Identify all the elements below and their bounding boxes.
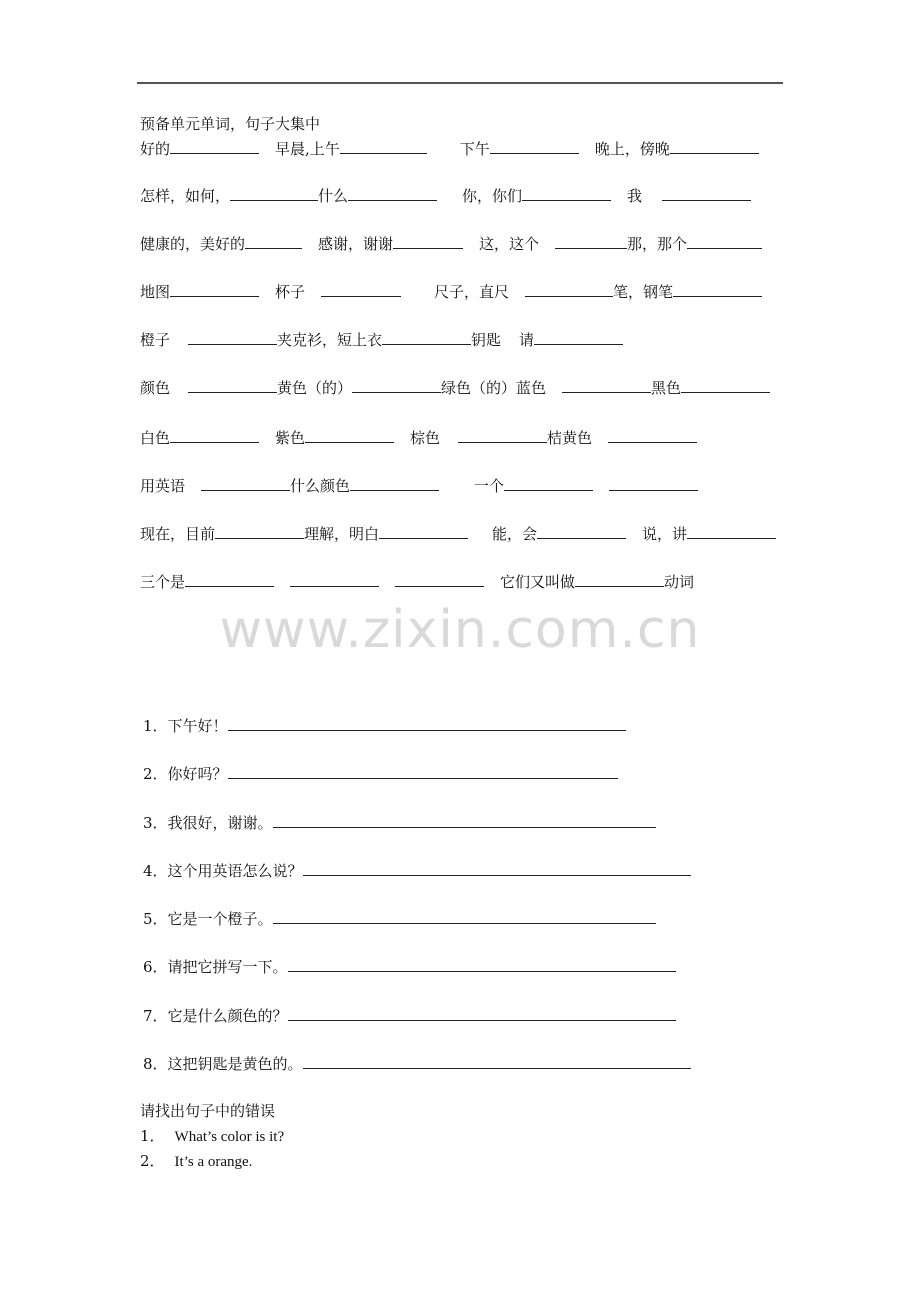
- answer-blank[interactable]: [562, 378, 651, 393]
- vocab-row-6: [140, 378, 770, 398]
- vocab-word: 棕色: [410, 429, 441, 447]
- sentence-text: 1．下午好！: [143, 717, 228, 735]
- error-num: 2．: [140, 1152, 165, 1170]
- vocab-word: 好的: [140, 140, 171, 158]
- error-num: 1．: [140, 1127, 165, 1145]
- answer-blank[interactable]: [303, 1054, 691, 1069]
- answer-blank[interactable]: [305, 428, 394, 443]
- answer-blank[interactable]: [504, 476, 593, 491]
- answer-blank[interactable]: [273, 909, 656, 924]
- sentence-text: 2．你好吗？: [143, 765, 228, 783]
- vocab-row-9: [140, 524, 776, 544]
- vocab-word: 紫色: [275, 429, 306, 447]
- answer-blank[interactable]: [288, 957, 676, 972]
- answer-blank[interactable]: [288, 1006, 676, 1021]
- answer-blank[interactable]: [188, 378, 277, 393]
- answer-blank[interactable]: [395, 572, 484, 587]
- sentence-6: [143, 957, 676, 977]
- vocab-row-7: [140, 428, 697, 448]
- sentence-8: [143, 1054, 691, 1074]
- answer-blank[interactable]: [609, 476, 698, 491]
- answer-blank[interactable]: [170, 282, 259, 297]
- answer-blank[interactable]: [608, 428, 697, 443]
- vocab-word: 下午: [459, 140, 490, 158]
- vocab-word: 理解，明白: [304, 525, 380, 543]
- vocab-word: 现在，目前: [140, 525, 216, 543]
- error-text: It’s a orange.: [174, 1154, 253, 1170]
- sentence-text: 6．请把它拼写一下。: [143, 958, 288, 976]
- answer-blank[interactable]: [228, 716, 626, 731]
- answer-blank[interactable]: [673, 282, 762, 297]
- answer-blank[interactable]: [458, 428, 547, 443]
- errors-title: 请找出句子中的错误: [140, 1102, 276, 1120]
- sentence-7: [143, 1006, 676, 1026]
- answer-blank[interactable]: [185, 572, 274, 587]
- answer-blank[interactable]: [348, 186, 437, 201]
- vocab-word: 怎样，如何，: [140, 187, 231, 205]
- vocab-word: 什么: [318, 187, 349, 205]
- answer-blank[interactable]: [575, 572, 664, 587]
- answer-blank[interactable]: [537, 524, 626, 539]
- sentence-1: [143, 716, 626, 736]
- answer-blank[interactable]: [201, 476, 290, 491]
- vocab-word: 一个: [474, 477, 505, 495]
- answer-blank[interactable]: [687, 234, 762, 249]
- vocab-row-5: [140, 330, 623, 350]
- vocab-word: 什么颜色: [290, 477, 351, 495]
- vocab-row-2: [140, 186, 751, 206]
- watermark: www.zixin.com.cn: [219, 600, 701, 660]
- vocab-word: 尺子，直尺: [434, 283, 510, 301]
- answer-blank[interactable]: [215, 524, 304, 539]
- vocab-row-4: [140, 282, 762, 302]
- vocab-word: 三个是: [140, 573, 186, 591]
- error-text: What’s color is it?: [174, 1129, 285, 1145]
- vocab-word: 绿色（的）蓝色: [441, 379, 547, 397]
- vocab-row-8: [140, 476, 698, 496]
- answer-blank[interactable]: [340, 139, 427, 154]
- vocab-word: 那，那个: [627, 235, 688, 253]
- vocab-word: 它们又叫做: [500, 573, 576, 591]
- vocab-word: 我: [627, 187, 643, 205]
- answer-blank[interactable]: [170, 428, 259, 443]
- vocab-word: 夹克衫，短上衣: [277, 331, 383, 349]
- vocab-word: 晚上，傍晚: [594, 140, 670, 158]
- answer-blank[interactable]: [170, 139, 259, 154]
- sentence-text: 8．这把钥匙是黄色的。: [143, 1055, 303, 1073]
- vocab-word: 健康的，美好的: [140, 235, 246, 253]
- vocab-word: 能，会: [492, 525, 538, 543]
- vocab-word: 你，你们: [462, 187, 523, 205]
- answer-blank[interactable]: [230, 186, 318, 201]
- vocab-word: 这，这个: [479, 235, 540, 253]
- vocab-word: 钥匙: [471, 331, 502, 349]
- answer-blank[interactable]: [245, 234, 302, 249]
- answer-blank[interactable]: [379, 524, 468, 539]
- vocab-word: 黄色（的）: [277, 379, 353, 397]
- answer-blank[interactable]: [273, 813, 656, 828]
- answer-blank[interactable]: [228, 764, 618, 779]
- sentence-2: [143, 764, 618, 784]
- vocab-word: 颜色: [140, 379, 171, 397]
- sentence-text: 7．它是什么颜色的？: [143, 1007, 288, 1025]
- answer-blank[interactable]: [525, 282, 613, 297]
- answer-blank[interactable]: [687, 524, 776, 539]
- answer-blank[interactable]: [350, 476, 439, 491]
- vocab-row-1: [140, 139, 759, 159]
- vocab-word: 杯子: [275, 283, 306, 301]
- vocab-row-10: [140, 572, 694, 592]
- vocab-word: 笔，钢笔: [613, 283, 674, 301]
- answer-blank[interactable]: [522, 186, 611, 201]
- answer-blank[interactable]: [352, 378, 441, 393]
- vocab-word: 请: [519, 331, 535, 349]
- answer-blank[interactable]: [555, 234, 627, 249]
- vocab-word: 用英语: [140, 477, 186, 495]
- answer-blank[interactable]: [321, 282, 401, 297]
- sentence-4: [143, 861, 691, 881]
- answer-blank[interactable]: [393, 234, 463, 249]
- sentence-text: 4．这个用英语怎么说？: [143, 862, 303, 880]
- vocab-word: 动词: [664, 573, 695, 591]
- vocab-word: 感谢，谢谢: [318, 235, 394, 253]
- vocab-row-3: [140, 234, 762, 254]
- vocab-word: 桔黄色: [547, 429, 593, 447]
- vocab-word: 橙子: [140, 331, 171, 349]
- answer-blank[interactable]: [188, 330, 277, 345]
- error-item-2: [140, 1151, 252, 1172]
- answer-blank[interactable]: [534, 330, 623, 345]
- answer-blank[interactable]: [670, 139, 759, 154]
- answer-blank[interactable]: [681, 378, 770, 393]
- vocab-word: 黑色: [651, 379, 682, 397]
- sentence-text: 3．我很好，谢谢。: [143, 814, 273, 832]
- answer-blank[interactable]: [303, 861, 691, 876]
- answer-blank[interactable]: [290, 572, 379, 587]
- vocab-word: 说，讲: [642, 525, 688, 543]
- section-title: 预备单元单词，句子大集中: [140, 115, 321, 133]
- vocab-word: 早晨,上午: [275, 140, 340, 158]
- answer-blank[interactable]: [490, 139, 579, 154]
- top-rule: [137, 82, 783, 84]
- vocab-word: 地图: [140, 283, 171, 301]
- sentence-3: [143, 813, 656, 833]
- sentence-5: [143, 909, 656, 929]
- error-item-1: [140, 1126, 284, 1147]
- answer-blank[interactable]: [382, 330, 471, 345]
- vocab-word: 白色: [140, 429, 171, 447]
- answer-blank[interactable]: [662, 186, 751, 201]
- sentence-text: 5．它是一个橙子。: [143, 910, 273, 928]
